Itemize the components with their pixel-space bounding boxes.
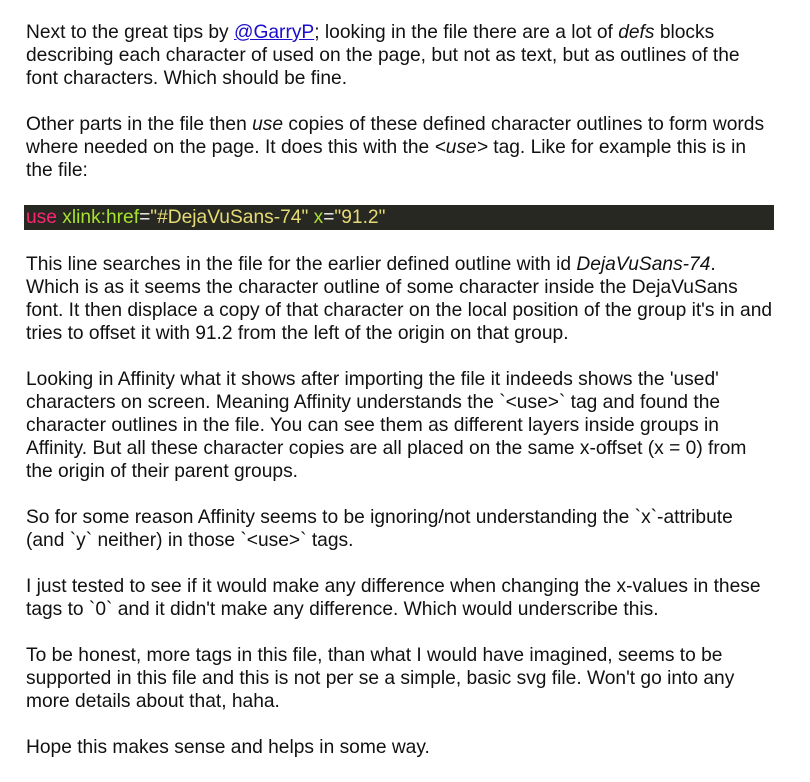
intro-text-end: blocks describing each character of used on the page, but not as text, but as outlines of the font characters. Which should be fine. [26,22,740,89]
defs-emphasis: defs [618,22,655,43]
use-text-mid: copies of these defined character outlines to form words where needed on the page. It does this with the [26,114,765,158]
code-tag-name: use [26,207,57,228]
paragraph-honest: To be honest, more tags in this file, than what I would have imagined, seems to be supported in this file and this is not per se a simple, basic svg file. Won't go into any more details about that, haha. [26,645,735,712]
code-block [24,205,774,230]
use-text-start: Other parts in the file then [26,114,253,135]
explanation-text-start: This line searches in the file for the earlier defined outline with id [26,254,577,275]
outline-id-emphasis: DejaVuSans-74 [576,254,711,275]
paragraph-line-explanation [26,253,774,345]
user-mention-link[interactable]: @GarryP [233,22,315,43]
code-equals-1: = [139,207,151,228]
intro-text-start: Next to the great tips by [26,22,234,43]
code-equals-2: = [323,207,335,228]
use-tag-emphasis: <use> [434,137,488,158]
paragraph-affinity-import: Looking in Affinity what it shows after importing the file it indeeds shows the 'used' characters on screen. Meaning Affinity understands the `<use>` tag and found the character outlines in the file. You can see them as different layers inside groups in Affinity. But all these character copies are all placed on the same x-offset (x = 0) from the origin of their parent groups. [26,369,747,482]
code-value-href: "#DejaVuSans-74" [150,207,309,228]
code-attr-href: xlink:href [62,207,140,228]
code-attr-x: x [313,207,324,228]
intro-text-mid: ; looking in the file there are a lot of [314,22,619,43]
paragraph-closing: Hope this makes sense and helps in some way. [26,737,430,758]
use-text-end: tag. Like for example this is in the file: [26,137,747,181]
explanation-text-end: . Which is as it seems the character outline of some character inside the DejaVuSans font. It then displace a copy of that character on the local position of the group it's in and tries to offset it with 91.2 from the left of the origin on that group. [26,254,773,344]
paragraph-intro [26,21,774,90]
use-emphasis: use [252,114,284,135]
forum-post-body [26,21,774,782]
paragraph-ignoring-x: So for some reason Affinity seems to be ignoring/not understanding the `x`-attribute (and `y` neither) in those `<use>` tags. [26,507,733,551]
code-value-x: "91.2" [334,207,386,228]
paragraph-tested: I just tested to see if it would make any difference when changing the x-values in these tags to `0` and it didn't make any difference. Which would underscribe this. [26,576,761,620]
paragraph-use-copies [26,113,774,182]
